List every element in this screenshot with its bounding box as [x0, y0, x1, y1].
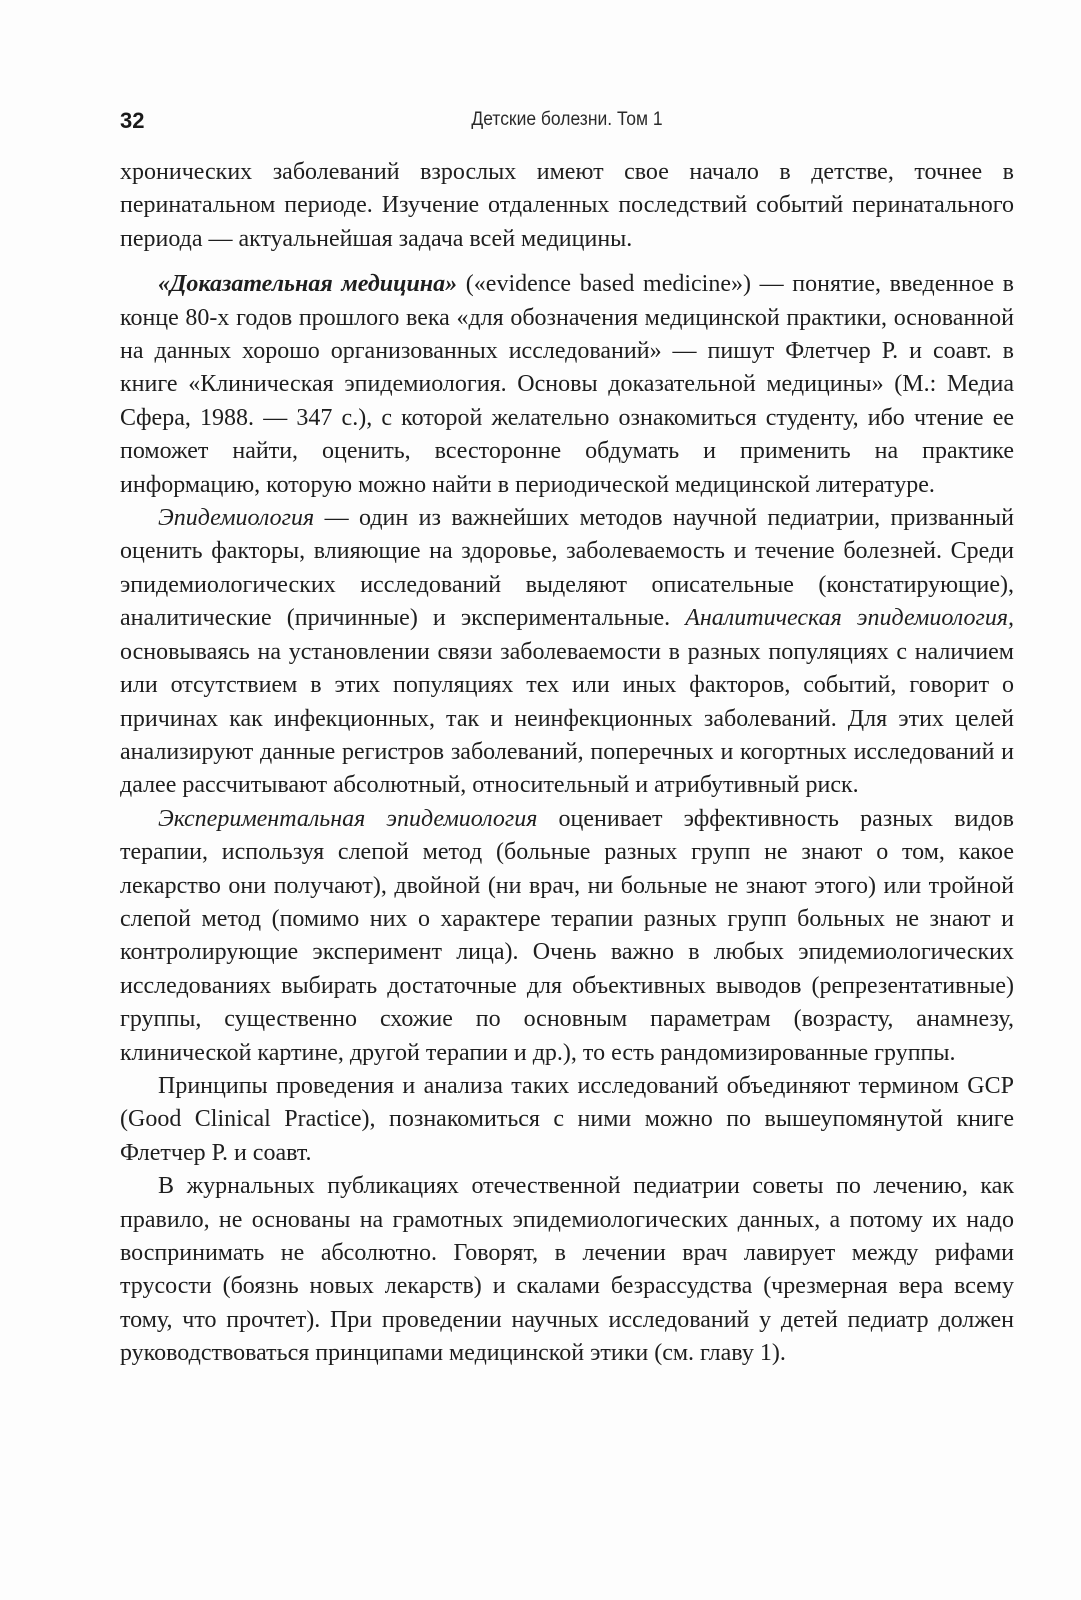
paragraph-continuation	[120, 156, 1014, 256]
paragraph-gcp	[120, 1070, 1014, 1170]
paragraph-text: В журнальных публикациях отечественной педиатрии советы по лечению, как правило, не основаны на грамотных эпидемиологических данных, а потому их надо воспринимать не абсолютно. Говорят, в лечении врач лавирует между рифами трусости (боязнь новых лекарств) и скалами безрассудства (чрезмерная вера всему тому, что прочтет). При проведении научных исследований у детей педиатр должен руководствоваться принципами медицинской этики (см. главу 1).	[120, 1173, 1014, 1367]
term-epidemiology: Эпидемиология	[158, 505, 315, 532]
term-evidence-based-medicine: «Доказательная медицина»	[158, 271, 458, 298]
paragraph-text: («evidence based medicine») — понятие, введенное в конце 80-х годов прошлого века «для обозначения медицинской практики, основанной на данных хорошо организованных исследований» — пишут Флетчер Р. и соавт. в книге «Клиническая эпидемиология. Основы доказательной медицины» (М.: Медиа Сфера, 1988. — 347 с.), с которой желательно ознакомиться студенту, ибо чтение ее поможет найти, оценить, всесторонне обдумать и применить на практике информацию, которую можно найти в периодической медицинской литературе.	[120, 271, 1014, 498]
paragraph-text: основываясь на установлении связи заболеваемости в разных популяциях с наличием или отсутствием в этих популяциях тех или иных факторов, событий, говорит о причинах как инфекционных, так и неинфекционных заболеваний. Для этих целей анализируют данные регистров заболеваний, поперечных и когортных исследований и далее рассчитывают абсолютный, относительный и атрибутивный риск.	[120, 638, 1014, 799]
paragraph-evidence-based-medicine	[120, 268, 1014, 502]
paragraph-experimental-epidemiology	[120, 803, 1014, 1070]
paragraph-epidemiology	[120, 502, 1014, 803]
term-analytical-epidemiology: Аналитическая эпидемиология,	[685, 605, 1015, 632]
paragraph-text: Принципы проведения и анализа таких исследований объединяют термином GCP (Good Clinical Practice), познакомиться с ними можно по вышеупомянутой книге Флетчер Р. и соавт.	[120, 1072, 1014, 1166]
paragraph-text: оценивает эффективность разных видов терапии, используя слепой метод (больные разных групп не знают о том, какое лекарство они получают), двойной (ни врач, ни больные не знают этого) или тройной слепой метод (помимо них о характере терапии разных групп больных не знают и контролирующие эксперимент лица). Очень важно в любых эпидемиологических исследованиях выбирать достаточные для объективных выводов (репрезентативные) группы, существенно схожие по основным параметрам (возрасту, анамнезу, клинической картине, другой терапии и др.), то есть рандомизированные группы.	[120, 805, 1014, 1066]
paragraph-text: — один из важнейших методов научной педиатрии, призванный оценить факторы, влияющие на здоровье, заболеваемость и течение болезней. Среди эпидемиологических исследований выделяют описательные (констатирующие), аналитические (причинные) и экспериментальные.	[120, 505, 1014, 632]
body-text	[120, 156, 1014, 1371]
paragraph-text: хронических заболеваний взрослых имеют свое начало в детстве, точнее в перинатальном периоде. Изучение отдаленных последствий событий перинатального периода — актуальнейшая задача всей медицины.	[120, 159, 1014, 252]
page-number: 32	[120, 108, 145, 133]
term-experimental-epidemiology: Экспериментальная эпидемиология	[158, 805, 538, 832]
book-title: Детские болезни. Том 1	[471, 109, 663, 130]
running-header	[120, 108, 1014, 140]
paragraph-journal-publications	[120, 1170, 1014, 1370]
